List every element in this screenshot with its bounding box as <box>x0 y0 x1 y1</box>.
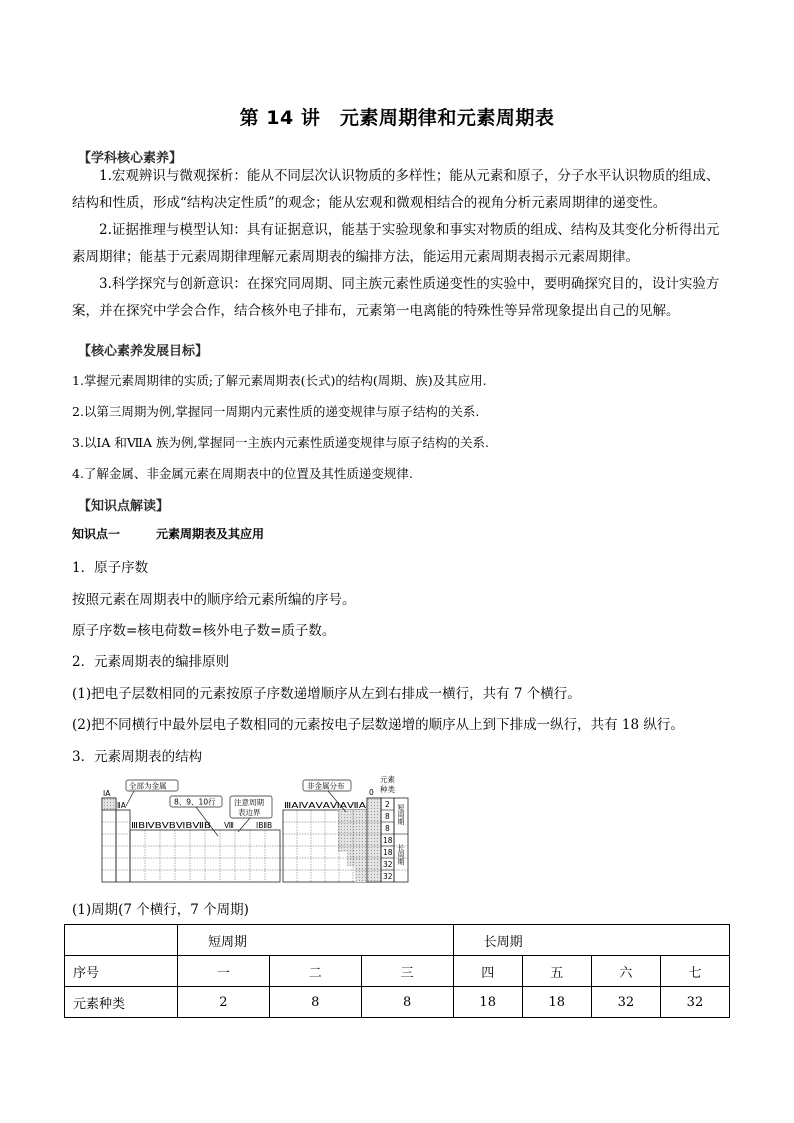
label-kinds-1: 元素 <box>380 775 395 784</box>
label-long-period: 长周期 <box>397 844 405 865</box>
table-cell: 一 <box>178 956 270 987</box>
section-heading-knowledge: 【知识点解读】 <box>78 499 170 514</box>
label-zero: 0 <box>369 788 374 797</box>
arrangement-line-2: (2)把不同横行中最外层电子数相同的元素按电子层数递增的顺序从上到下排成一纵行，共有 18 纵行。 <box>72 717 684 733</box>
table-row <box>65 925 730 956</box>
goal-item-1: 1.掌握元素周期律的实质;了解元素周期表(长式)的结构(周期、族)及其应用. <box>72 373 487 388</box>
goal-item-3: 3.以ⅠA 和ⅦA 族为例,掌握同一主族内元素性质递变规律与原子结构的关系. <box>72 435 489 450</box>
subheading-arrangement: 2．元素周期表的编排原则 <box>72 654 230 670</box>
table-cell: 32 <box>591 987 660 1018</box>
goal-item-2: 2.以第三周期为例,掌握同一周期内元素性质的递变规律与原子结构的关系. <box>72 404 480 419</box>
count-3: 8 <box>385 824 390 833</box>
count-7: 32 <box>383 872 393 881</box>
table-row-label-index: 序号 <box>65 956 178 987</box>
count-6: 32 <box>383 860 393 869</box>
hydrogen-cell <box>102 798 116 810</box>
paragraph-1: 1.宏观辨识与微观探析：能从不同层次认识物质的多样性；能从元素和原子，分子水平认识物质的组成、结构和性质，形成“结构决定性质”的观念；能从宏观和微观相结合的视角分析元素周期律的递变性。 <box>72 168 720 211</box>
table-cell: 三 <box>361 956 453 987</box>
goal-item-4: 4.了解金属、非金属元素在周期表中的位置及其性质递变规律. <box>72 466 413 481</box>
callout-boundary-text-1: 注意周期 <box>234 798 264 807</box>
table-cell: 2 <box>178 987 270 1018</box>
subheading-atomic-number: 1．原子序数 <box>72 560 149 576</box>
table-cell: 8 <box>269 987 361 1018</box>
paragraph-3: 3.科学探究与创新意识：在探究同周期、同主族元素性质递变性的实验中，要明确探究目的，设计实验方案，并在探究中学会合作，结合核外电子排布，元素第一电离能的特殊性等异常现象提出自己的见解。 <box>72 276 720 319</box>
table-row <box>65 987 730 1018</box>
count-1: 2 <box>385 800 390 809</box>
label-kinds-2: 种类 <box>380 785 395 794</box>
periodic-table-svg <box>100 774 412 886</box>
noble-gas-column <box>367 798 381 882</box>
label-transition-groups: ⅢBⅣBⅤBⅥBⅦB <box>131 821 211 830</box>
knowledge-point-label: 知识点一 <box>72 527 121 541</box>
table-cell: 18 <box>522 987 591 1018</box>
callout-metal-text: 全部为金属 <box>129 781 167 791</box>
section-heading-goals: 【核心素养发展目标】 <box>78 344 209 359</box>
table-cell: 8 <box>361 987 453 1018</box>
label-main-groups: ⅢAⅣAⅤAⅥAⅦA <box>284 801 368 810</box>
count-2: 8 <box>385 812 390 821</box>
label-IB-IIB: ⅠBⅡB <box>256 821 273 830</box>
atomic-number-line-1: 按照元素在周期表中的顺序给元素所编的序号。 <box>72 592 356 608</box>
callout-boundary-text-2: 表边界 <box>238 808 261 817</box>
count-5: 18 <box>383 848 393 857</box>
page-title: 第 14 讲 元素周期律和元素周期表 <box>239 107 555 129</box>
table-cell: 四 <box>453 956 522 987</box>
knowledge-point-name: 元素周期表及其应用 <box>156 527 265 541</box>
subheading-structure: 3．元素周期表的结构 <box>72 749 203 765</box>
label-IA: ⅠA <box>103 789 111 798</box>
table-cell-empty <box>65 925 178 956</box>
table-cell: 七 <box>660 956 729 987</box>
label-VIII: Ⅷ <box>224 821 234 830</box>
callout-rows-text: 8、9、10行 <box>174 797 216 807</box>
callout-nonmetal-text: 非金属分布 <box>307 781 345 791</box>
table-cell: 六 <box>591 956 660 987</box>
label-IIA: ⅡA <box>117 801 126 810</box>
table-cell: 18 <box>453 987 522 1018</box>
period-table <box>64 924 730 1018</box>
table-cell: 二 <box>269 956 361 987</box>
table-cell: 32 <box>660 987 729 1018</box>
table-row-label-kinds: 元素种类 <box>65 987 178 1018</box>
table-row <box>65 956 730 987</box>
knowledge-point-title <box>72 525 264 542</box>
count-4: 18 <box>383 836 393 845</box>
arrangement-line-1: (1)把电子层数相同的元素按原子序数递增顺序从左到右排成一横行，共有 7 个横行。 <box>72 686 581 702</box>
table-cell-long-period: 长周期 <box>453 925 729 956</box>
table-cell: 五 <box>522 956 591 987</box>
label-short-period: 短周期 <box>397 804 405 825</box>
table-cell-short-period: 短周期 <box>178 925 454 956</box>
period-caption: (1)周期(7 个横行，7 个周期) <box>72 902 249 918</box>
atomic-number-line-2: 原子序数=核电荷数=核外电子数=质子数。 <box>72 623 336 639</box>
periodic-table-diagram <box>100 774 412 886</box>
paragraph-2: 2.证据推理与模型认知：具有证据意识，能基于实验现象和事实对物质的组成、结构及其变化分析得出元素周期律；能基于元素周期律理解元素周期表的编排方法，能运用元素周期表揭示元素周期律。 <box>72 222 720 265</box>
section-heading-core-literacy: 【学科核心素养】 <box>78 151 183 166</box>
